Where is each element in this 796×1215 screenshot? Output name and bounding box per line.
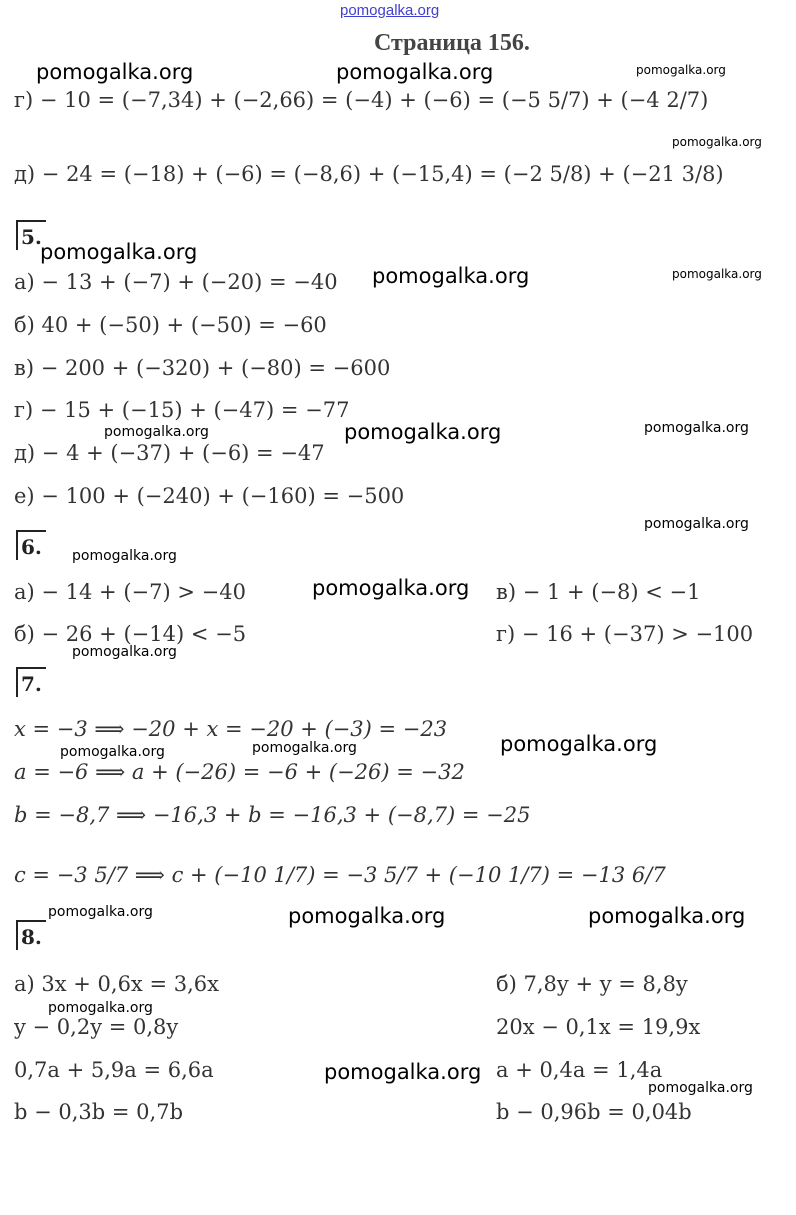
watermark: pomogalka.org <box>252 740 357 756</box>
task5-line-e: е) − 100 + (−240) + (−160) = −500 <box>14 484 405 508</box>
watermark: pomogalka.org <box>288 904 446 928</box>
watermark: pomogalka.org <box>636 63 726 77</box>
task5-line-b: б) 40 + (−50) + (−50) = −60 <box>14 313 327 337</box>
watermark: pomogalka.org <box>648 1080 753 1096</box>
task8-line-b3: a + 0,4a = 1,4a <box>496 1058 663 1082</box>
task7-line-a: a = −6 ⟹ a + (−26) = −6 + (−26) = −32 <box>14 760 465 784</box>
watermark: pomogalka.org <box>104 424 209 440</box>
task6-line-v: в) − 1 + (−8) < −1 <box>496 580 701 604</box>
task-number-5: 5. <box>16 220 46 250</box>
watermark: pomogalka.org <box>672 267 762 281</box>
watermark: pomogalka.org <box>372 264 530 288</box>
site-link[interactable]: pomogalka.org <box>340 2 440 19</box>
watermark: pomogalka.org <box>72 548 177 564</box>
watermark: pomogalka.org <box>324 1060 482 1084</box>
task6-line-b: б) − 26 + (−14) < −5 <box>14 622 247 646</box>
task8-line-b2: 20x − 0,1x = 19,9x <box>496 1015 701 1039</box>
task8-line-a3: 0,7a + 5,9a = 6,6a <box>14 1058 214 1082</box>
task7-line-b: b = −8,7 ⟹ −16,3 + b = −16,3 + (−8,7) = −25 <box>14 803 531 827</box>
watermark: pomogalka.org <box>344 420 502 444</box>
page-title: Страница 156. <box>374 30 530 56</box>
watermark: pomogalka.org <box>40 240 198 264</box>
task5-line-v: в) − 200 + (−320) + (−80) = −600 <box>14 356 391 380</box>
task8-line-a2: y − 0,2y = 0,8y <box>14 1015 179 1039</box>
task5-line-a: а) − 13 + (−7) + (−20) = −40 <box>14 270 338 294</box>
watermark: pomogalka.org <box>60 744 165 760</box>
task5-line-d: д) − 4 + (−37) + (−6) = −47 <box>14 441 325 465</box>
task-number-8: 8. <box>16 920 46 950</box>
watermark: pomogalka.org <box>336 60 494 84</box>
task6-line-a: а) − 14 + (−7) > −40 <box>14 580 246 604</box>
task7-line-c: c = −3 5/7 ⟹ c + (−10 1/7) = −3 5/7 + (−10 1/7) = −13 6/7 <box>14 863 666 887</box>
watermark: pomogalka.org <box>588 904 746 928</box>
task8-line-b: б) 7,8y + y = 8,8y <box>496 972 688 996</box>
task-number-7: 7. <box>16 667 46 697</box>
watermark: pomogalka.org <box>500 732 658 756</box>
watermark: pomogalka.org <box>72 644 177 660</box>
task5-line-g: г) − 15 + (−15) + (−47) = −77 <box>14 398 350 422</box>
task-number-6: 6. <box>16 530 46 560</box>
watermark: pomogalka.org <box>48 1000 153 1016</box>
watermark: pomogalka.org <box>644 516 749 532</box>
watermark: pomogalka.org <box>48 904 153 920</box>
task8-line-a: а) 3x + 0,6x = 3,6x <box>14 972 219 996</box>
watermark: pomogalka.org <box>672 135 762 149</box>
equation-line-g: г) − 10 = (−7,34) + (−2,66) = (−4) + (−6) = (−5 5/7) + (−4 2/7) <box>14 88 709 112</box>
task8-line-a4: b − 0,3b = 0,7b <box>14 1100 184 1124</box>
task8-line-b4: b − 0,96b = 0,04b <box>496 1100 692 1124</box>
watermark: pomogalka.org <box>312 576 470 600</box>
equation-line-d: д) − 24 = (−18) + (−6) = (−8,6) + (−15,4) = (−2 5/8) + (−21 3/8) <box>14 162 724 186</box>
watermark: pomogalka.org <box>36 60 194 84</box>
watermark: pomogalka.org <box>644 420 749 436</box>
task6-line-g: г) − 16 + (−37) > −100 <box>496 622 754 646</box>
task7-line-x: x = −3 ⟹ −20 + x = −20 + (−3) = −23 <box>14 717 448 741</box>
